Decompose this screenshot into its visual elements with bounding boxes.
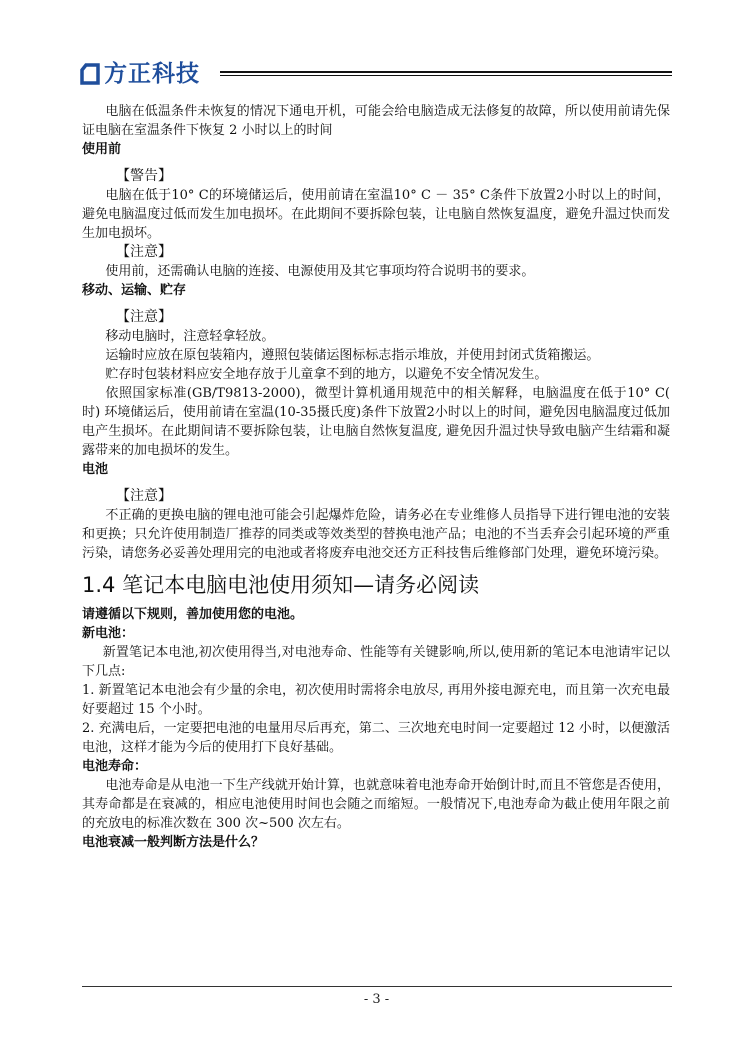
- warning-label: 【警告】: [116, 168, 172, 184]
- heading-battery: 电池: [82, 462, 109, 477]
- transport-paragraph-2: 运输时应放在原包装箱内，遵照包装储运图标标志指示堆放，并使用封闭式货箱搬运。: [105, 348, 600, 363]
- footer-rule: [82, 986, 672, 987]
- note-paragraph: 使用前，还需确认电脑的连接、电源使用及其它事项均符合说明书的要求。: [105, 264, 535, 279]
- warning-paragraph: 电脑在低于10° C的环境储运后，使用前请在室温10° C － 35° C条件下放置2小时以上的时间，避免电脑温度过低而发生加电损坏。在此期间不要拆除包装，让电脑自然恢复温度，避免升温过快而发生加电损坏。: [82, 188, 670, 241]
- heading-new-battery: 新电池：: [82, 626, 135, 641]
- intro-paragraph: 电脑在低温条件未恢复的情况下通电开机，可能会给电脑造成无法修复的故障，所以使用前请先保证电脑在室温条件下恢复 2 小时以上的时间: [82, 104, 670, 138]
- heading-battery-life: 电池寿命：: [82, 759, 148, 774]
- note-label: 【注意】: [116, 244, 172, 260]
- transport-paragraph-1: 移动电脑时，注意轻拿轻放。: [105, 329, 275, 344]
- new-battery-paragraph: 新置笔记本电池,初次使用得当,对电池寿命、性能等有关键影响,所以,使用新的笔记本电池请牢记以下几点:: [82, 645, 670, 679]
- heading-before-use: 使用前: [82, 142, 122, 157]
- page-number: - 3 -: [363, 992, 390, 1007]
- brand-logo: [80, 60, 200, 88]
- transport-paragraph-3: 贮存时包装材料应安全地存放于儿童拿不到的地方，以避免不安全情况发生。: [105, 367, 548, 382]
- header-rule-thin: [220, 75, 672, 76]
- logo-mark-icon: [80, 63, 100, 85]
- logo-text: 方正科技: [104, 61, 200, 87]
- list-item-1: 1. 新置笔记本电池会有少量的余电，初次使用时需将余电放尽, 再用外接电源充电，而且第一次充电最好要超过 15 个小时。: [82, 683, 670, 717]
- transport-paragraph-4: 依照国家标准(GB/T9813-2000)，微型计算机通用规范中的相关解释，电脑温度在低于10° C( 时) 环境储运后，使用前请在室温(10-35摄氏度)条件下放置2小时以上的时间，避免因电脑温度过低加电产生损坏。在此期间请不要拆除包装，让电脑自然恢复温度, 避免因升温过快导致电脑产生结霜和凝露带来的加电损坏的发生。: [82, 386, 670, 458]
- note-label: 【注意】: [116, 488, 172, 504]
- document-body: [82, 102, 670, 852]
- header-rule-thick: [220, 71, 672, 73]
- battery-paragraph: 不正确的更换电脑的锂电池可能会引起爆炸危险，请务必在专业维修人员指导下进行锂电池的安装和更换；只允许使用制造厂推荐的同类或等效类型的替换电池产品；电池的不当丢弃会引起环境的严重污染，请您务必妥善处理用完的电池或者将废弃电池交还方正科技售后维修部门处理，避免环境污染。: [82, 508, 670, 561]
- note-label: 【注意】: [116, 309, 172, 325]
- heading-transport: 移动、运输、贮存: [82, 283, 187, 298]
- page-header: [80, 58, 672, 94]
- heading-battery-decay: 电池衰减一般判断方法是什么？: [82, 835, 265, 850]
- list-item-2: 2. 充满电后，一定要把电池的电量用尽后再充，第二、三次地充电时间一定要超过 12 小时，以便激活电池，这样才能为今后的使用打下良好基础。: [82, 721, 670, 755]
- battery-life-paragraph: 电池寿命是从电池一下生产线就开始计算，也就意味着电池寿命开始倒计时,而且不管您是否使用，其寿命都是在衰减的，相应电池使用时间也会随之而缩短。一般情况下,电池寿命为截止使用年限之前的充放电的标准次数在 300 次~500 次左右。: [82, 778, 670, 831]
- section-title: 1.4 笔记本电脑电池使用须知—请务必阅读: [82, 573, 480, 597]
- section-lead: 请遵循以下规则，善加使用您的电池。: [82, 607, 304, 622]
